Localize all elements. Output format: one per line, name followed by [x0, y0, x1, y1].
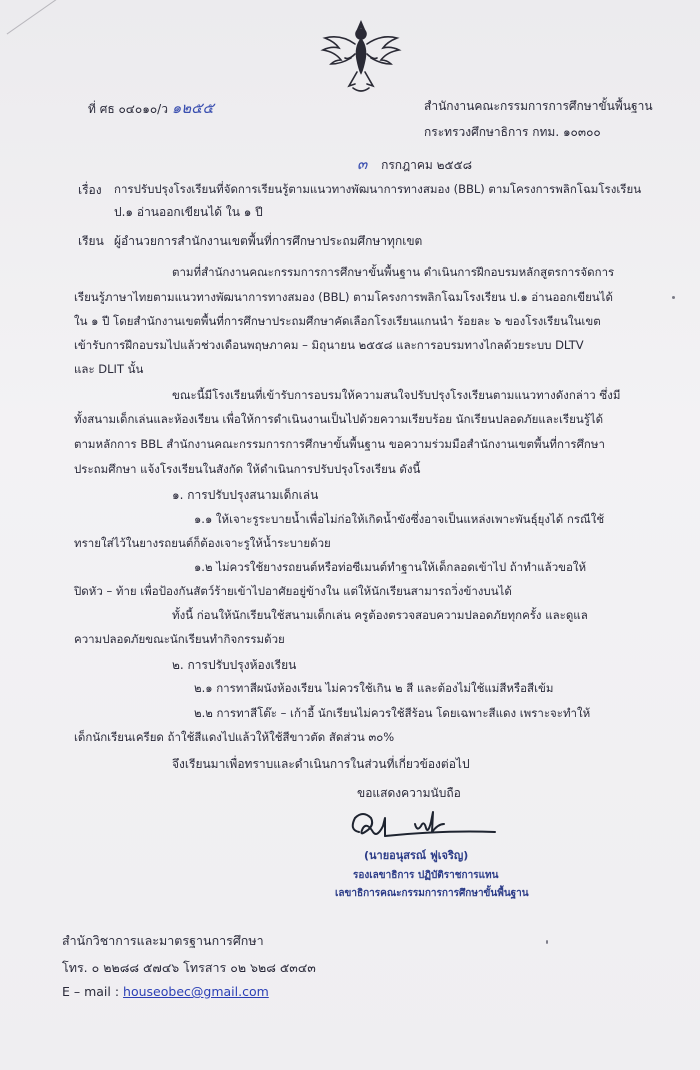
footer-email — [62, 984, 269, 999]
garuda-emblem-icon — [317, 14, 405, 102]
paragraph-2-line: ขณะนี้มีโรงเรียนที่เข้ารับการอบรมให้ความสนใจปรับปรุงโรงเรียนตามแนวทางดังกล่าว ซึ่งมี — [172, 388, 621, 402]
item-1-heading: ๑. การปรับปรุงสนามเด็กเล่น — [172, 488, 319, 502]
document-date — [357, 152, 472, 176]
recipient-label: เรียน — [78, 234, 104, 248]
item-2-2-line: เด็กนักเรียนเครียด ถ้าใช้สีแดงไปแล้วให้ใช้สีขาวตัด สัดส่วน ๓๐% — [74, 730, 395, 744]
issuer-line-2: กระทรวงศึกษาธิการ กทม. ๑๐๓๐๐ — [424, 125, 601, 139]
paragraph-1-line: เรียนรู้ภาษาไทยตามแนวทางพัฒนาการทางสมอง (BBL) ตามโครงการพลิกโฉมโรงเรียน ป.๑ อ่านออกเขียนได้ — [74, 290, 613, 304]
document-number — [88, 96, 214, 120]
paper-mark — [672, 296, 675, 299]
signer-position-2: เลขาธิการคณะกรรมการการศึกษาขั้นพื้นฐาน — [335, 888, 529, 899]
paragraph-2-line: ทั้งสนามเด็กเล่นและห้องเรียน เพื่อให้การดำเนินงานเป็นไปด้วยความเรียบร้อย นักเรียนปลอดภัยและเรียนรู้ได้ — [74, 412, 604, 426]
email-link[interactable]: houseobec@gmail.com — [123, 984, 269, 999]
paragraph-2-line: ตามหลักการ BBL สำนักงานคณะกรรมการการศึกษาขั้นพื้นฐาน ขอความร่วมมือสำนักงานเขตพื้นที่การศึกษา — [74, 437, 605, 451]
item-2-1-line: ๒.๑ การทาสีผนังห้องเรียน ไม่ควรใช้เกิน ๒ สี และต้องไม่ใช้แม่สีหรือสีเข้ม — [194, 681, 554, 695]
email-label: E – mail : — [62, 984, 120, 999]
item-1-2-line: ปิดหัว – ท้าย เพื่อป้องกันสัตว์ร้ายเข้าไปอาศัยอยู่ข้างใน แต่ให้นักเรียนสามารถวิ่งข้างบนได้ — [74, 584, 512, 598]
paper-mark — [546, 940, 548, 944]
signer-position-1: รองเลขาธิการ ปฏิบัติราชการแทน — [353, 870, 499, 881]
recipient-text: ผู้อำนวยการสำนักงานเขตพื้นที่การศึกษาประถมศึกษาทุกเขต — [114, 234, 423, 248]
item-1-2-line: ๑.๒ ไม่ควรใช้ยางรถยนต์หรือท่อซีเมนต์ทำฐานให้เด็กลอดเข้าไป ถ้าทำแล้วขอให้ — [194, 560, 587, 574]
paragraph-1-line: ใน ๑ ปี โดยสำนักงานเขตพื้นที่การศึกษาประถมศึกษาคัดเลือกโรงเรียนแกนนำ ร้อยละ ๖ ของโรงเรียนในเขต — [74, 314, 601, 328]
subject-line-2: ป.๑ อ่านออกเขียนได้ ใน ๑ ปี — [114, 205, 263, 219]
paragraph-2-line: ประถมศึกษา แจ้งโรงเรียนในสังกัด ให้ดำเนินการปรับปรุงโรงเรียน ดังนี้ — [74, 462, 421, 476]
issuer-line-1: สำนักงานคณะกรรมการการศึกษาขั้นพื้นฐาน — [424, 99, 653, 113]
paragraph-1-line: และ DLIT นั้น — [74, 362, 144, 376]
date-day-handwritten: ๓ — [357, 155, 368, 173]
paragraph-1-line: ตามที่สำนักงานคณะกรรมการการศึกษาขั้นพื้นฐาน ดำเนินการฝึกอบรมหลักสูตรการจัดการ — [172, 265, 615, 279]
note-line: ความปลอดภัยขณะนักเรียนทำกิจกรรมด้วย — [74, 632, 285, 646]
closing-sentence: จึงเรียนมาเพื่อทราบและดำเนินการในส่วนที่เกี่ยวข้องต่อไป — [172, 757, 470, 771]
footer-office: สำนักวิชาการและมาตรฐานการศึกษา — [62, 933, 264, 948]
subject-label: เรื่อง — [78, 183, 102, 197]
note-line: ทั้งนี้ ก่อนให้นักเรียนใช้สนามเด็กเล่น ครูต้องตรวจสอบความปลอดภัยทุกครั้ง และดูแล — [172, 608, 588, 622]
item-1-1-line: ๑.๑ ให้เจาะรูระบายน้ำเพื่อไม่ก่อให้เกิดน้ำขังซึ่งอาจเป็นแหล่งเพาะพันธุ์ยุงได้ กรณีใช้ — [194, 512, 605, 526]
regards-text: ขอแสดงความนับถือ — [357, 786, 461, 800]
date-month-year: กรกฎาคม ๒๕๕๘ — [381, 158, 472, 172]
signer-name: (นายอนุสรณ์ ฟูเจริญ) — [364, 849, 469, 862]
item-2-heading: ๒. การปรับปรุงห้องเรียน — [172, 658, 297, 672]
item-2-2-line: ๒.๒ การทาสีโต๊ะ – เก้าอี้ นักเรียนไม่ควรใช้สีร้อน โดยเฉพาะสีแดง เพราะจะทำให้ — [194, 706, 591, 720]
document-number-label: ที่ ศธ ๐๔๐๑๐/ว — [88, 102, 168, 116]
document-number-handwritten: ๑๒๕๕ — [171, 99, 214, 117]
subject-line-1: การปรับปรุงโรงเรียนที่จัดการเรียนรู้ตามแนวทางพัฒนาการทางสมอง (BBL) ตามโครงการพลิกโฉมโรงเรียน — [114, 182, 642, 196]
paper-fold-line — [0, 0, 56, 34]
item-1-1-line: ทรายใส่ไว้ในยางรถยนต์ก็ต้องเจาะรูให้น้ำระบายด้วย — [74, 536, 331, 550]
handwritten-signature — [345, 806, 505, 846]
footer-phone: โทร. ๐ ๒๒๘๘ ๕๗๔๖ โทรสาร ๐๒ ๖๒๘ ๕๓๔๓ — [62, 960, 316, 975]
paragraph-1-line: เข้ารับการฝึกอบรมไปแล้วช่วงเดือนพฤษภาคม – มิถุนายน ๒๕๕๘ และการอบรมทางไกลด้วยระบบ DLTV — [74, 338, 584, 352]
